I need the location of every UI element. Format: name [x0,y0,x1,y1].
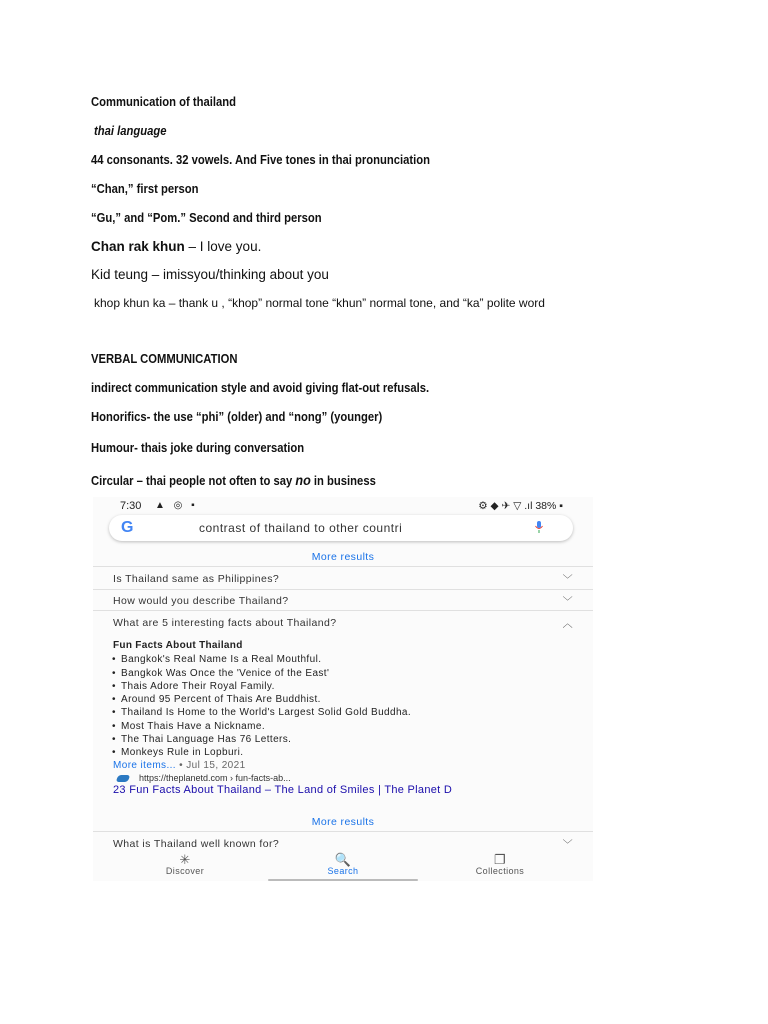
fact-item: • Thais Adore Their Royal Family. [121,681,275,692]
chevron-down-icon: ﹀ [562,575,573,586]
text-part: in business [310,474,376,488]
more-results-link[interactable]: More results [311,816,375,828]
nav-discover[interactable] [140,853,230,876]
term-rest: thais joke during conversation [137,441,305,455]
site-favicon-icon [116,775,131,782]
text-line [91,472,376,488]
answer-heading: Fun Facts About Thailand [113,640,243,651]
term-bold: Honorifics- [91,410,151,424]
fact-item: • Thailand Is Home to the World's Largest Solid Gold Buddha. [121,707,411,718]
divider [93,589,593,590]
doc-title: Communication of thailand [91,95,236,109]
fact-item: • Monkeys Rule in Lopburi. [121,747,243,758]
text-line: indirect communication style and avoid giving flat-out refusals. [91,381,430,395]
discover-icon: ✳ [179,852,191,867]
fact-item: • Bangkok's Real Name Is a Real Mouthful. [121,654,321,665]
text-part: Circular – thai people not often to say [91,474,296,488]
text-line [91,239,261,254]
google-logo-icon: G [121,519,134,536]
text-line: Kid teung – imissyou/thinking about you [91,267,329,282]
divider [93,566,593,567]
result-title-link[interactable]: 23 Fun Facts About Thailand – The Land of Smiles | The Planet D [113,784,453,796]
term-bold: Humour- [91,441,138,455]
section-subtitle: thai language [94,124,167,138]
status-icons-left: ▲ ◎ ▪ [155,500,198,511]
phrase-rest: – I love you. [184,239,262,254]
source-url: https://theplanetd.com › fun-facts-ab... [139,773,291,783]
fact-item: • Around 95 Percent of Thais Are Buddhist. [121,694,321,705]
question-row[interactable] [113,595,573,607]
question-row-expanded[interactable] [113,617,573,629]
embedded-phone-screenshot [93,497,593,881]
divider [93,610,593,611]
question-text: What is Thailand well known for? [113,838,280,850]
question-text: What are 5 interesting facts about Thailand? [113,617,337,629]
text-line: 44 consonants. 32 vowels. And Five tones in thai pronunciation [91,153,431,167]
divider [93,831,593,832]
status-time: 7:30 [120,500,142,512]
nav-collections-label: Collections [475,866,525,876]
mic-icon[interactable] [535,521,543,533]
fact-item: • Bangkok Was Once the 'Venice of the East' [121,668,329,679]
more-items-link[interactable]: More items... [113,760,176,771]
text-line [91,410,382,424]
text-line: “Chan,” first person [91,182,199,196]
chevron-down-icon: ﹀ [562,597,573,608]
fact-item: • Most Thais Have a Nickname. [121,721,265,732]
nav-search-label: Search [327,866,359,876]
emphasis-no: no [295,472,311,488]
search-bar[interactable] [109,515,573,541]
question-row[interactable] [113,573,573,585]
result-date: • Jul 15, 2021 [176,760,246,771]
phrase-bold: Chan rak khun [91,239,185,254]
nav-search[interactable] [298,853,388,876]
status-bar [93,497,593,515]
status-icons-right: ⚙ ◆ ✈ ▽ .ıl 38% ▪ [478,500,563,512]
term-rest: the use “phi” (older) and “nong” (younger) [150,410,383,424]
text-line: khop khun ka – thank u , “khop” normal tone “khun” normal tone, and “ka” polite word [94,296,545,310]
bottom-navigation [93,853,593,881]
more-results-link[interactable]: More results [311,551,375,563]
collections-icon: ❐ [493,852,507,867]
chevron-up-icon: ︿ [562,619,573,630]
more-items-line [113,760,246,771]
text-line: “Gu,” and “Pom.” Second and third person [91,211,322,225]
search-icon: 🔍 [334,852,352,867]
section-heading: VERBAL COMMUNICATION [91,352,238,366]
question-row[interactable] [113,838,573,850]
question-text: Is Thailand same as Philippines? [113,573,280,585]
fact-item: • The Thai Language Has 76 Letters. [121,734,291,745]
chevron-down-icon: ﹀ [562,840,573,851]
result-source [117,773,291,783]
question-text: How would you describe Thailand? [113,595,289,607]
search-query[interactable]: contrast of thailand to other countri [199,521,403,535]
nav-collections[interactable] [455,853,545,876]
nav-discover-label: Discover [165,866,205,876]
home-indicator [268,879,418,881]
text-line [91,441,304,455]
